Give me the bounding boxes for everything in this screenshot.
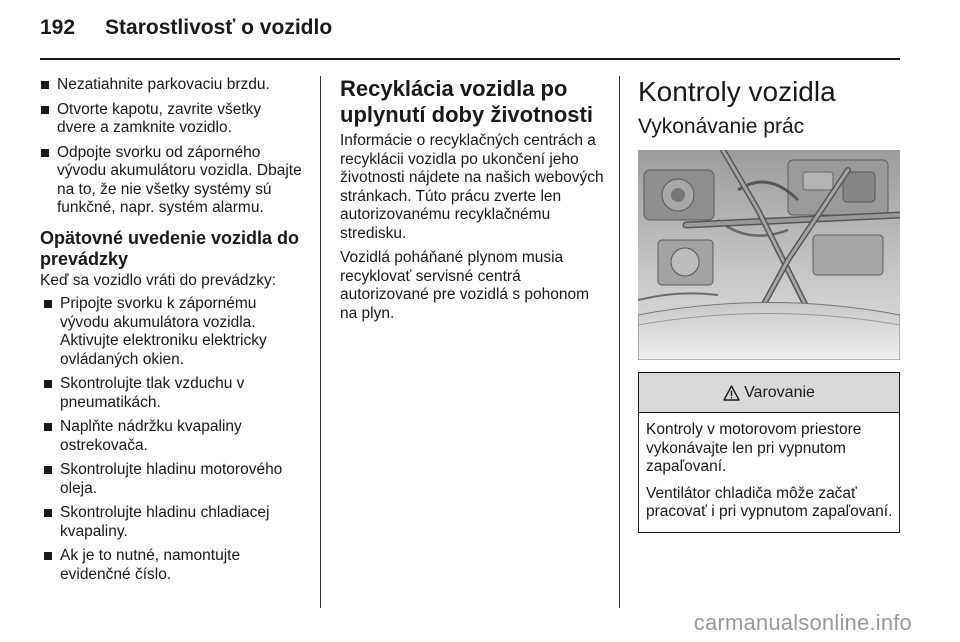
recommissioning-steps-list bbox=[40, 295, 302, 584]
warning-triangle-icon bbox=[723, 385, 740, 401]
list-item: Odpojte svorku od záporného vývodu akumulátoru vozidla. Dbajte na to, že nie všetky systémy sú funkčné, napr. systém alarmu. bbox=[40, 144, 302, 218]
gas-vehicle-paragraph: Vozidlá poháňané plynom musia recyklovať servisné centrá autorizované pre vozidlá s pohonom na plyn. bbox=[340, 249, 590, 322]
page-header bbox=[40, 16, 332, 46]
list-item: Otvorte kapotu, zavrite všetky dvere a zamknite vozidlo. bbox=[40, 101, 302, 138]
list-item: Nezatiahnite parkovaciu brzdu. bbox=[40, 76, 302, 95]
recommissioning-intro: Keď sa vozidlo vráti do prevádzky: bbox=[40, 271, 277, 289]
warning-paragraph: Ventilátor chladiča môže začať pracovať i pri vypnutom zapaľovaní. bbox=[646, 484, 893, 520]
column-right bbox=[638, 76, 900, 533]
list-item: Pripojte svorku k zápornému vývodu akumulátora vozidla. Aktivujte elektroniku elektricky ovládaných okien. bbox=[43, 295, 302, 369]
list-item: Skontrolujte hladinu chladiacej kvapaliny. bbox=[43, 504, 302, 541]
section-heading-vehicle-checks: Kontroly vozidla bbox=[638, 76, 836, 107]
watermark: carmanualsonline.info bbox=[693, 610, 912, 635]
page-title: Starostlivosť o vozidlo bbox=[105, 16, 333, 39]
list-item: Skontrolujte hladinu motorového oleja. bbox=[43, 461, 302, 498]
warning-box bbox=[638, 372, 900, 533]
header-divider bbox=[40, 58, 900, 60]
engine-bay-illustration bbox=[638, 150, 900, 360]
section-heading-recommissioning: Opätovné uvedenie vozidla do prevádzky bbox=[40, 227, 300, 269]
list-item: Ak je to nutné, namontujte evidenčné číslo. bbox=[43, 547, 302, 584]
column-left bbox=[40, 76, 302, 590]
column-middle bbox=[340, 76, 608, 329]
warning-title: Varovanie bbox=[744, 383, 815, 401]
subheading-performing-work: Vykonávanie prác bbox=[638, 115, 805, 138]
warning-header bbox=[639, 373, 899, 413]
list-item: Skontrolujte tlak vzduchu v pneumatikách. bbox=[43, 375, 302, 412]
recycling-paragraph: Informácie o recyklačných centrách a recyklácii vozidla po ukončení jeho životnosti nájdete na našich webových stránkach. Túto prácu zverte len autorizovanému recyklačnému stredisku. bbox=[340, 132, 604, 242]
warning-body bbox=[639, 413, 899, 532]
column-divider-1 bbox=[320, 76, 321, 608]
list-item: Naplňte nádržku kvapaliny ostrekovača. bbox=[43, 418, 302, 455]
storage-steps-list bbox=[40, 76, 302, 218]
warning-paragraph: Kontroly v motorovom priestore vykonávajte len pri vypnutom zapaľovaní. bbox=[646, 421, 862, 475]
page-number: 192 bbox=[40, 16, 76, 39]
section-heading-recycling: Recyklácia vozidla po uplynutí doby životnosti bbox=[340, 76, 593, 127]
column-divider-2 bbox=[619, 76, 620, 608]
